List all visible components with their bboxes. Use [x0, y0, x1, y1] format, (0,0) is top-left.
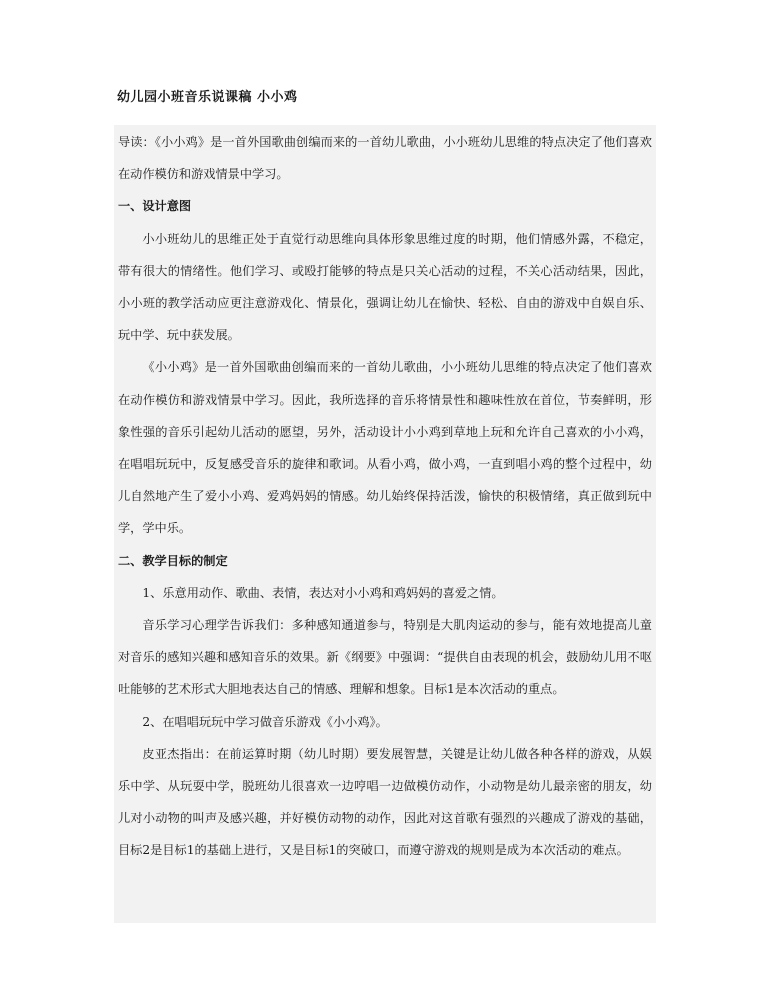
- paragraph: 小小班幼儿的思维正处于直觉行动思维向具体形象思维过度的时期，他们情感外露，不稳定，带有很大的情绪性。他们学习、或殴打能够的特点是只关心活动的过程，不关心活动结果，因此，小小班的教学活动应更注意游戏化、情景化，强调让幼儿在愉快、轻松、自由的游戏中自娱自乐、玩中学、玩中获发展。: [118, 231, 652, 343]
- section-heading-design-intent: 一、设计意图: [118, 199, 192, 214]
- document-title: 幼儿园小班音乐说课稿 小小鸡: [117, 90, 298, 105]
- document-body: [114, 125, 656, 923]
- goal-item-1: 1、乐意用动作、歌曲、表情，表达对小小鸡和鸡妈妈的喜爱之情。: [142, 585, 504, 600]
- goal-item-2: 2、在唱唱玩玩中学习做音乐游戏《小小鸡》。: [142, 714, 388, 729]
- paragraph: 《小小鸡》是一首外国歌曲创编而来的一首幼儿歌曲，小小班幼儿思维的特点决定了他们喜欢在动作模仿和游戏情景中学习。因此，我所选择的音乐将情景性和趣味性放在首位，节奏鲜明，形象性强的音乐引起幼儿活动的愿望，另外，活动设计小小鸡到草地上玩和允许自己喜欢的小小鸡，在唱唱玩玩中，反复感受音乐的旋律和歌词。从看小鸡，做小鸡，一直到唱小鸡的整个过程中，幼儿自然地产生了爱小小鸡、爱鸡妈妈的情感。幼儿始终保持活泼，愉快的积极情绪，真正做到玩中学，学中乐。: [118, 360, 652, 536]
- paragraph: 音乐学习心理学告诉我们：多种感知通道参与，特别是大肌肉运动的参与，能有效地提高儿童对音乐的感知兴趣和感知音乐的效果。新《纲要》中强调：“提供自由表现的机会，鼓励幼儿用不呕吐能够的艺术形式大胆地表达自己的情感、理解和想象。目标1是本次活动的重点。: [118, 618, 652, 697]
- section-heading-teaching-goals: 二、教学目标的制定: [118, 553, 228, 568]
- intro-paragraph: 导读：《小小鸡》是一首外国歌曲创编而来的一首幼儿歌曲，小小班幼儿思维的特点决定了他们喜欢在动作模仿和游戏情景中学习。: [118, 135, 652, 182]
- paragraph: 皮亚杰指出：在前运算时期（幼儿时期）要发展智慧，关键是让幼儿做各种各样的游戏，从娱乐中学、从玩耍中学，脱班幼儿很喜欢一边哼唱一边做模仿动作，小动物是幼儿最亲密的朋友，幼儿对小动物的叫声及感兴趣，并好模仿动物的动作，因此对这首歌有强烈的兴趣成了游戏的基础，目标2是目标1的基础上进行，又是目标1的突破口，而遵守游戏的规则是成为本次活动的难点。: [118, 746, 652, 858]
